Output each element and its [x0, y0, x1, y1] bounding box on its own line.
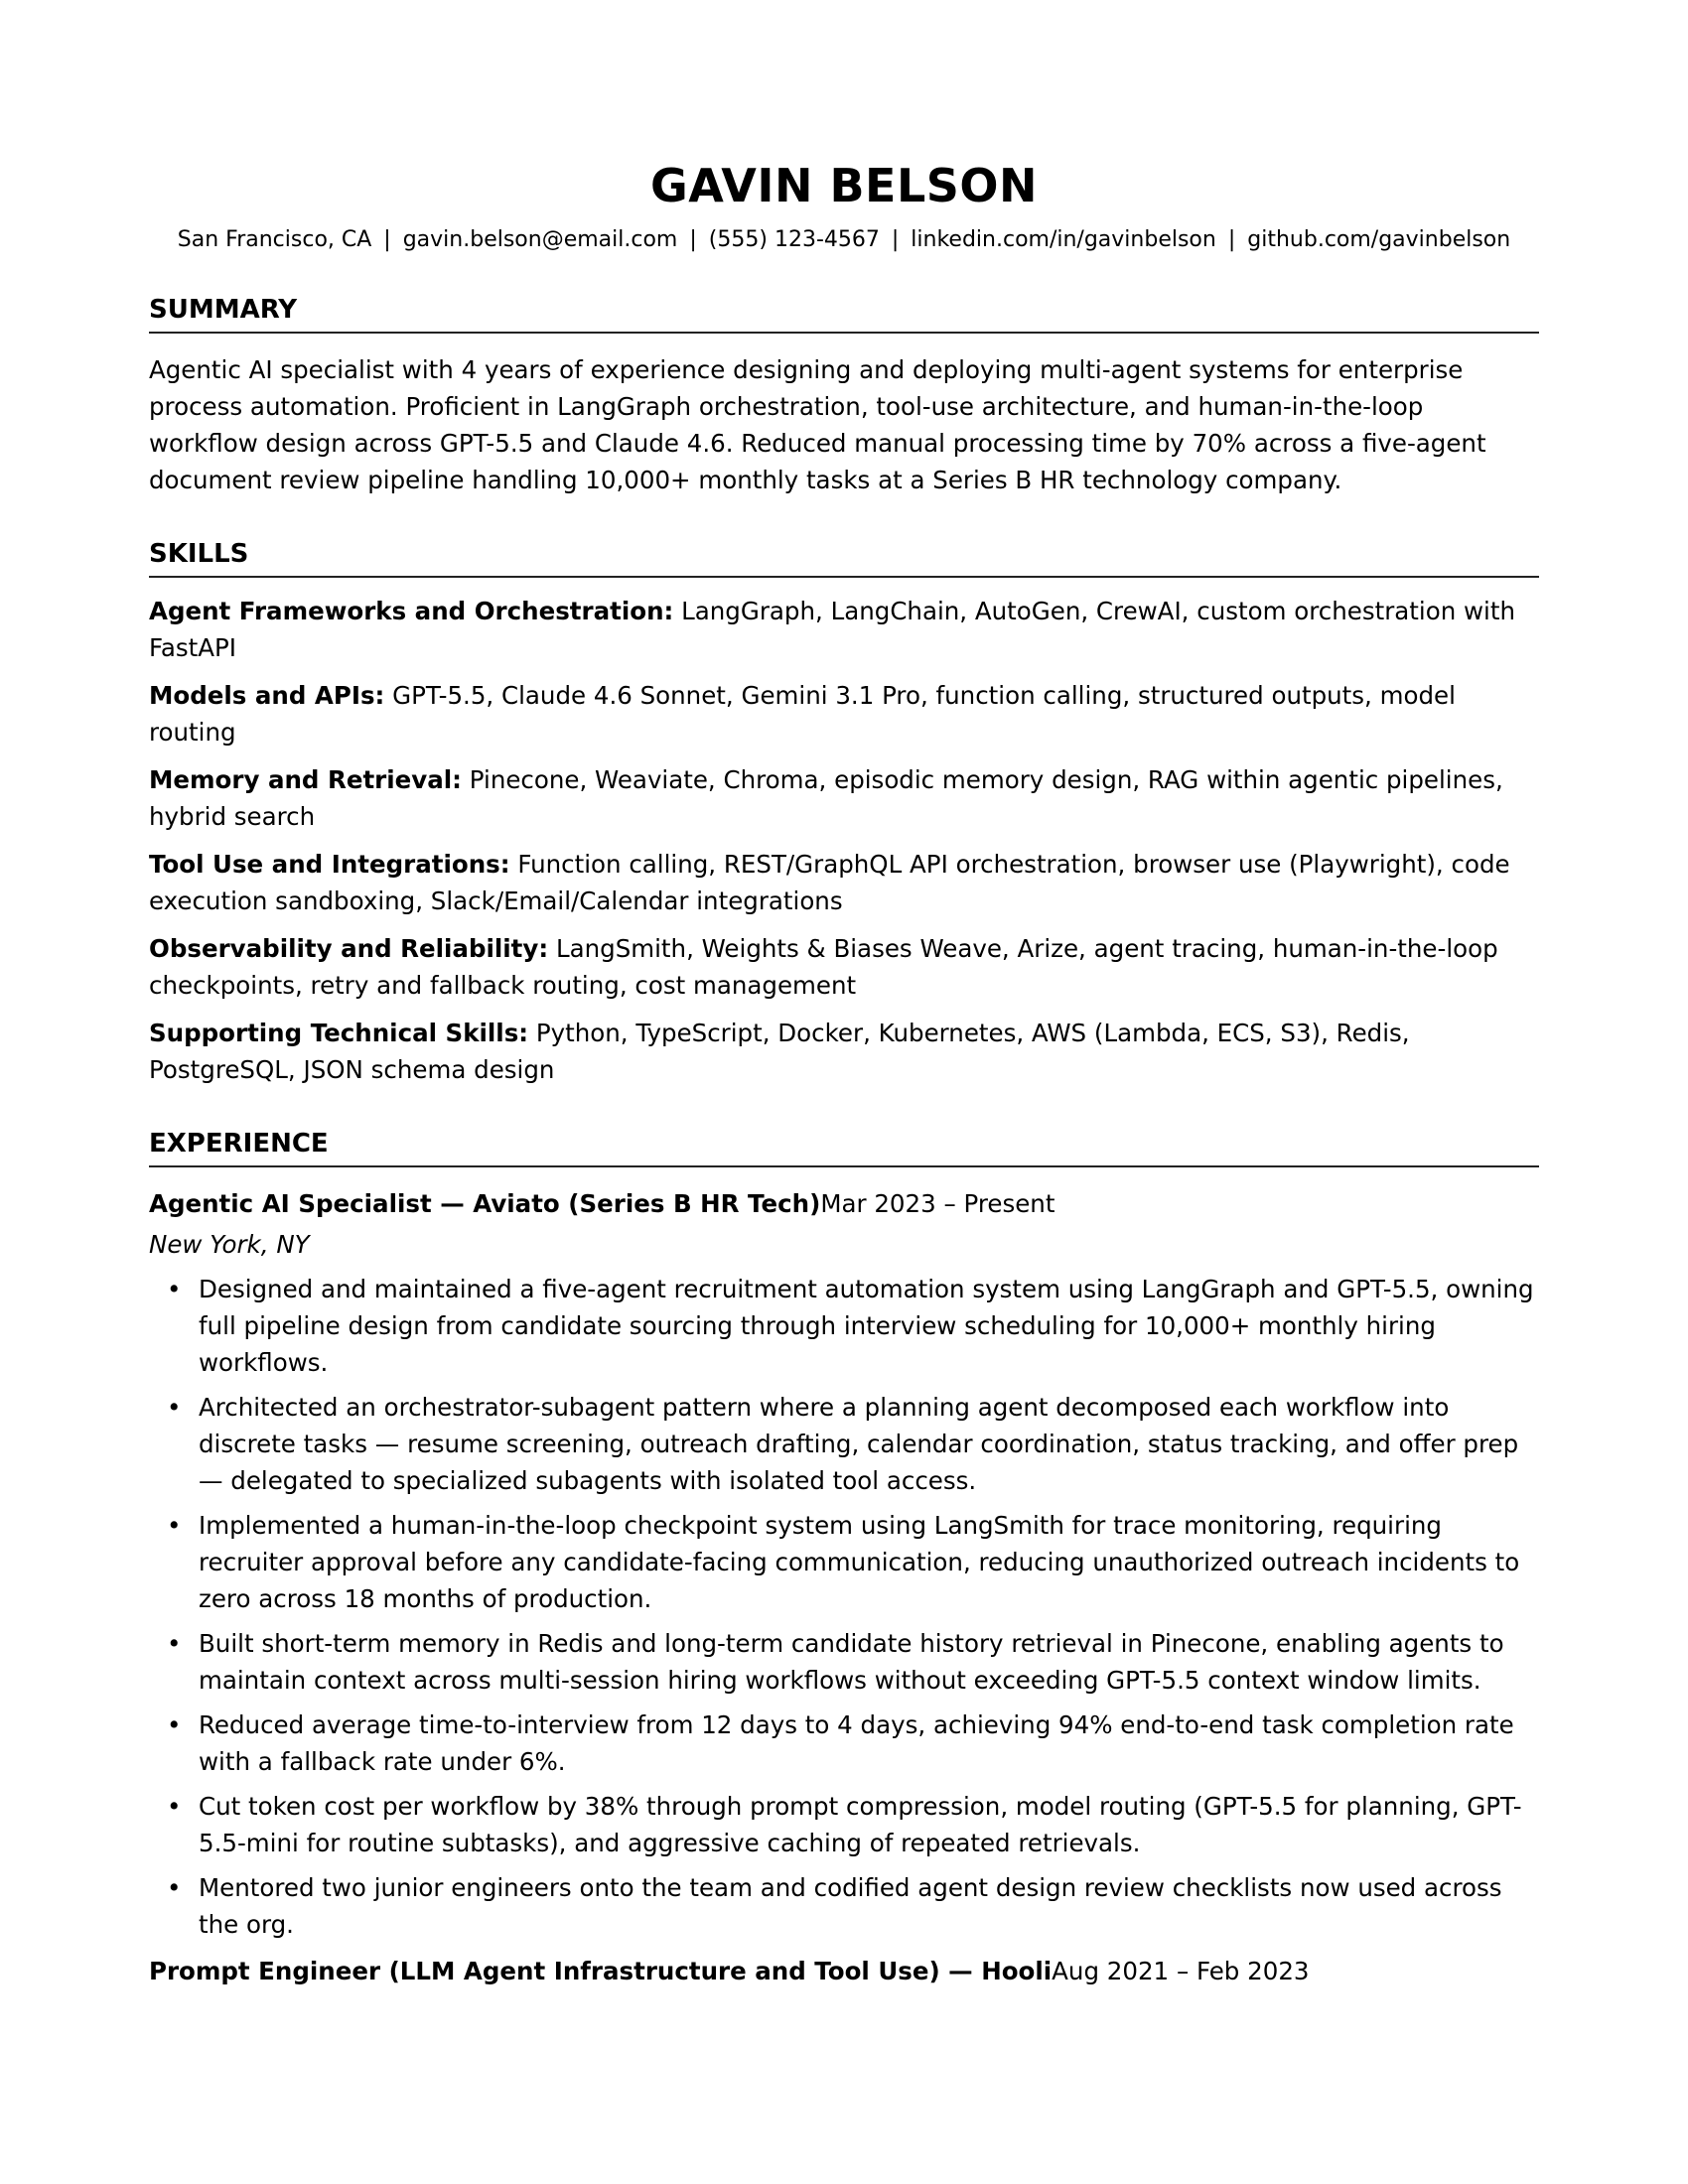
- skill-item: [149, 761, 1539, 835]
- contact-github[interactable]: github.com/gavinbelson: [1247, 227, 1511, 252]
- skill-label: Agent Frameworks and Orchestration:: [149, 597, 674, 625]
- job-title: Agentic AI Specialist — Aviato (Series B HR Tech): [149, 1189, 821, 1218]
- summary-text: Agentic AI specialist with 4 years of experience designing and deploying multi-agent systems for enterprise process automation. Proficient in LangGraph orchestration, tool-use architecture, and human-in-the-loop workflow design across GPT-5.5 and Claude 4.6. Reduced manual processing time by 70% across a five-agent document review pipeline handling 10,000+ monthly tasks at a Series B HR technology company.: [149, 355, 1486, 494]
- job-header: [149, 1953, 1539, 1989]
- bullet-text: Mentored two junior engineers onto the team and codified agent design review checklists now used across the org.: [199, 1873, 1502, 1939]
- contact-phone: (555) 123-4567: [708, 227, 880, 252]
- bullet-text: Cut token cost per workflow by 38% through prompt compression, model routing (GPT-5.5 for planning, GPT-5.5-mini for routine subtasks), and aggressive caching of repeated retrievals.: [199, 1792, 1522, 1857]
- skills-heading: SKILLS: [149, 538, 1539, 578]
- skill-label: Models and APIs:: [149, 681, 385, 710]
- job-location: New York, NY: [149, 1230, 310, 1259]
- job-bullet: [149, 1869, 1539, 1943]
- skill-item: [149, 677, 1539, 751]
- skill-label: Memory and Retrieval:: [149, 765, 462, 794]
- contact-line: [149, 226, 1539, 254]
- bullet-text: Built short-term memory in Redis and long-term candidate history retrieval in Pinecone, enabling agents to maintain context across multi-session hiring workflows without exceeding GPT-5.5 context window limits.: [199, 1629, 1504, 1695]
- skill-value: LangGraph, LangChain, AutoGen, CrewAI, custom orchestration with FastAPI: [149, 597, 1515, 662]
- skill-value: GPT-5.5, Claude 4.6 Sonnet, Gemini 3.1 Pro, function calling, structured outputs, model routing: [149, 681, 1456, 747]
- skill-label: Tool Use and Integrations:: [149, 850, 510, 879]
- job-bullet: [149, 1271, 1539, 1381]
- skill-item: [149, 930, 1539, 1004]
- job-entry: [149, 1953, 1539, 1989]
- job-header: [149, 1185, 1539, 1222]
- bullet-icon: •: [167, 1629, 182, 1658]
- bullet-icon: •: [167, 1710, 182, 1739]
- job-bullets: [149, 1271, 1539, 1943]
- job-bullet: [149, 1507, 1539, 1617]
- bullet-icon: •: [167, 1393, 182, 1422]
- contact-location: San Francisco, CA: [177, 227, 372, 252]
- summary-heading: SUMMARY: [149, 294, 1539, 334]
- skill-value: LangSmith, Weights & Biases Weave, Arize, agent tracing, human-in-the-loop checkpoints, retry and fallback routing, cost management: [149, 934, 1498, 1000]
- contact-separator: |: [891, 227, 900, 252]
- contact-separator: |: [689, 227, 697, 252]
- experience-heading: EXPERIENCE: [149, 1128, 1539, 1167]
- skill-item: [149, 593, 1539, 666]
- bullet-text: Implemented a human-in-the-loop checkpoint system using LangSmith for trace monitoring, requiring recruiter approval before any candidate-facing communication, reducing unauthorized outreach incidents to zero across 18 months of production.: [199, 1511, 1520, 1613]
- job-dates: Aug 2021 – Feb 2023: [1052, 1957, 1310, 1985]
- skills-list: [149, 593, 1539, 1088]
- bullet-icon: •: [167, 1275, 182, 1303]
- job-dates: Mar 2023 – Present: [820, 1189, 1055, 1218]
- job-bullet: [149, 1706, 1539, 1780]
- bullet-text: Designed and maintained a five-agent recruitment automation system using LangGraph and GPT-5.5, owning full pipeline design from candidate sourcing through interview scheduling for 10,000+ monthly hiring workflows.: [199, 1275, 1534, 1377]
- candidate-name: GAVIN BELSON: [650, 159, 1038, 212]
- bullet-text: Reduced average time-to-interview from 12 days to 4 days, achieving 94% end-to-end task completion rate with a fallback rate under 6%.: [199, 1710, 1514, 1776]
- contact-email[interactable]: gavin.belson@email.com: [402, 227, 678, 252]
- contact-linkedin[interactable]: linkedin.com/in/gavinbelson: [911, 227, 1216, 252]
- bullet-text: Architected an orchestrator-subagent pattern where a planning agent decomposed each workflow into discrete tasks — resume screening, outreach drafting, calendar coordination, status tracking, and offer prep — delegated to specialized subagents with isolated tool access.: [199, 1393, 1519, 1495]
- job-title: Prompt Engineer (LLM Agent Infrastructure and Tool Use) — Hooli: [149, 1957, 1053, 1985]
- bullet-icon: •: [167, 1792, 182, 1821]
- contact-separator: |: [1227, 227, 1236, 252]
- skill-value: Function calling, REST/GraphQL API orchestration, browser use (Playwright), code execution sandboxing, Slack/Email/Calendar integrations: [149, 850, 1510, 915]
- bullet-icon: •: [167, 1873, 182, 1902]
- bullet-icon: •: [167, 1511, 182, 1540]
- skill-item: [149, 1015, 1539, 1088]
- skill-value: Pinecone, Weaviate, Chroma, episodic memory design, RAG within agentic pipelines, hybrid search: [149, 765, 1503, 831]
- skill-value: Python, TypeScript, Docker, Kubernetes, AWS (Lambda, ECS, S3), Redis, PostgreSQL, JSON schema design: [149, 1019, 1410, 1084]
- job-bullet: [149, 1625, 1539, 1699]
- skill-label: Observability and Reliability:: [149, 934, 549, 963]
- job-entry: [149, 1185, 1539, 1943]
- contact-separator: |: [383, 227, 391, 252]
- job-bullet: [149, 1788, 1539, 1861]
- skill-label: Supporting Technical Skills:: [149, 1019, 529, 1047]
- job-bullet: [149, 1389, 1539, 1499]
- skill-item: [149, 846, 1539, 919]
